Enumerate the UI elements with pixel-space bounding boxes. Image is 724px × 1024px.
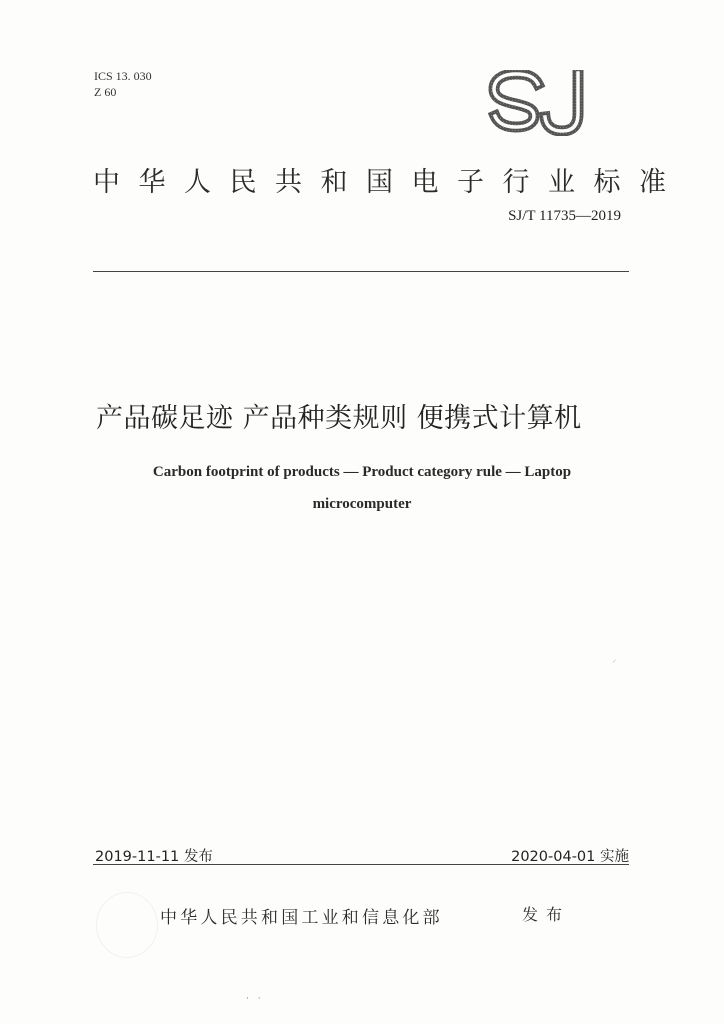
english-title-line-1: Carbon footprint of products — Product category rule — Laptop [152, 464, 572, 480]
classification-codes [94, 68, 152, 100]
top-divider [93, 271, 629, 272]
ics-code: ICS 13. 030 [94, 69, 152, 83]
ccs-code: Z 60 [94, 85, 117, 99]
scan-mark: ⸝ [612, 655, 617, 665]
document-title-english [0, 456, 724, 520]
implementation-date: 2020-04-01 实施 [511, 849, 629, 865]
standard-category-title: 中华人民共和国电子行业标准 [93, 167, 685, 198]
publisher-name: 中华人民共和国工业和信息化部 [160, 908, 443, 928]
publish-label: 发布 [522, 905, 571, 924]
sj-logo-graphic [488, 70, 592, 136]
scan-dots: · · [246, 994, 264, 1004]
date-row [93, 845, 629, 865]
document-title-chinese: 产品碳足迹 产品种类规则 便携式计算机 [96, 403, 582, 434]
sj-logo [488, 70, 592, 136]
english-title-line-2: microcomputer [312, 496, 412, 512]
standard-code: SJ/T 11735—2019 [508, 208, 621, 224]
issue-date: 2019-11-11 发布 [95, 849, 213, 865]
bottom-divider [93, 864, 629, 865]
faint-stamp-impression [96, 892, 158, 958]
